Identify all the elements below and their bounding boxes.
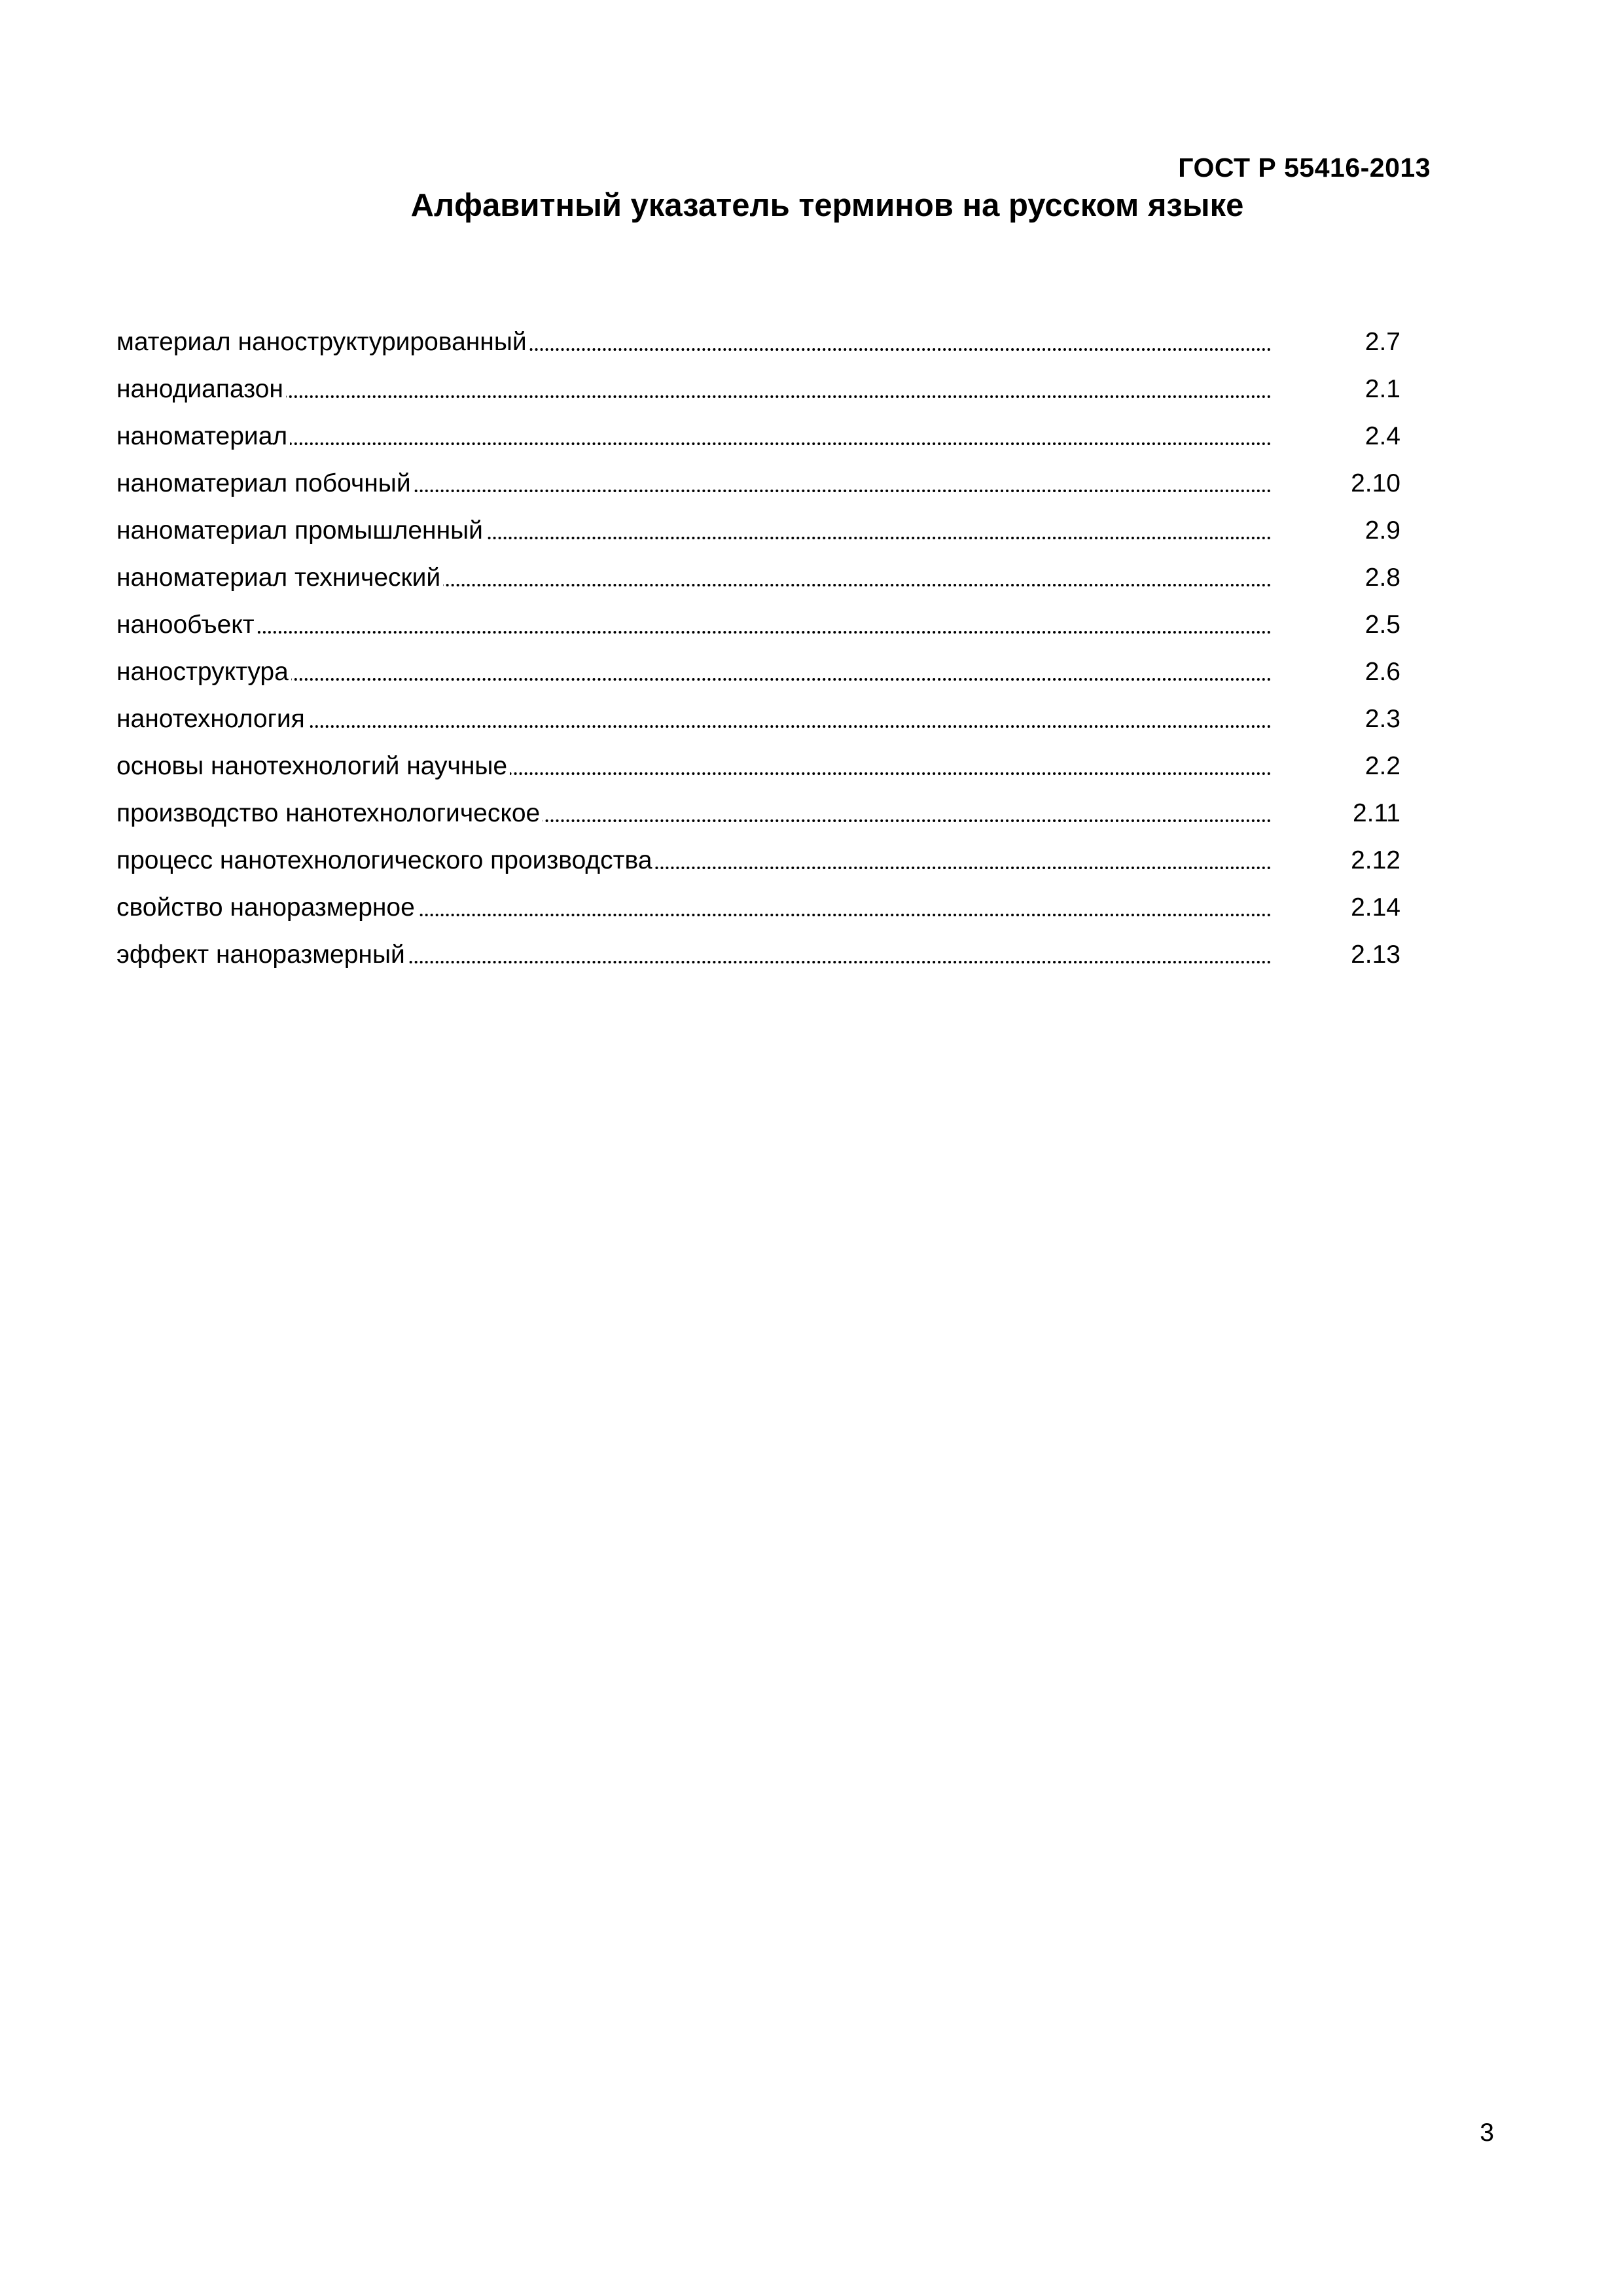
entry-reference: 2.2 [1364,752,1400,780]
entry-term: основы нанотехнологий научные [116,752,510,780]
index-entry [116,797,1400,844]
entry-term: наноматериал технический [116,564,443,592]
dot-leader [116,631,1272,634]
index-entry [116,891,1400,939]
term-index-list [116,326,1400,986]
index-entry [116,939,1400,986]
index-entry [116,750,1400,797]
entry-term: эффект наноразмерный [116,941,408,969]
entry-reference: 2.3 [1364,705,1400,733]
index-entry [116,326,1400,373]
entry-reference: 2.6 [1364,658,1400,686]
entry-reference: 2.1 [1364,375,1400,403]
entry-reference: 2.8 [1364,564,1400,592]
entry-reference: 2.11 [1352,799,1400,827]
index-entry [116,373,1400,420]
index-entry [116,844,1400,891]
index-entry [116,420,1400,467]
index-entry [116,562,1400,609]
entry-reference: 2.4 [1364,422,1400,450]
index-entry [116,467,1400,514]
entry-reference: 2.13 [1351,941,1400,969]
entry-reference: 2.7 [1364,328,1400,356]
entry-term: нанодиапазон [116,375,286,403]
entry-term: производство нанотехнологическое [116,799,543,827]
index-title: Алфавитный указатель терминов на русском языке [410,188,1244,223]
entry-term: нанотехнология [116,705,308,733]
entry-reference: 2.9 [1364,516,1400,545]
entry-term: наноструктура [116,658,291,686]
entry-term: нанообъект [116,611,257,639]
entry-reference: 2.12 [1351,846,1400,874]
entry-reference: 2.5 [1364,611,1400,639]
index-entry [116,514,1400,562]
entry-term: наноматериал промышленный [116,516,486,545]
index-entry [116,656,1400,703]
dot-leader [116,395,1272,398]
entry-term: свойство наноразмерное [116,893,418,922]
entry-term: наноматериал [116,422,290,450]
entry-reference: 2.14 [1351,893,1400,922]
index-entry [116,609,1400,656]
entry-reference: 2.10 [1351,469,1400,497]
page-number: 3 [1480,2119,1494,2147]
index-entry [116,703,1400,750]
entry-term: наноматериал побочный [116,469,414,497]
entry-term: материал наноструктурированный [116,328,529,356]
document-code: ГОСТ Р 55416-2013 [1178,152,1431,183]
entry-term: процесс нанотехнологического производства [116,846,655,874]
